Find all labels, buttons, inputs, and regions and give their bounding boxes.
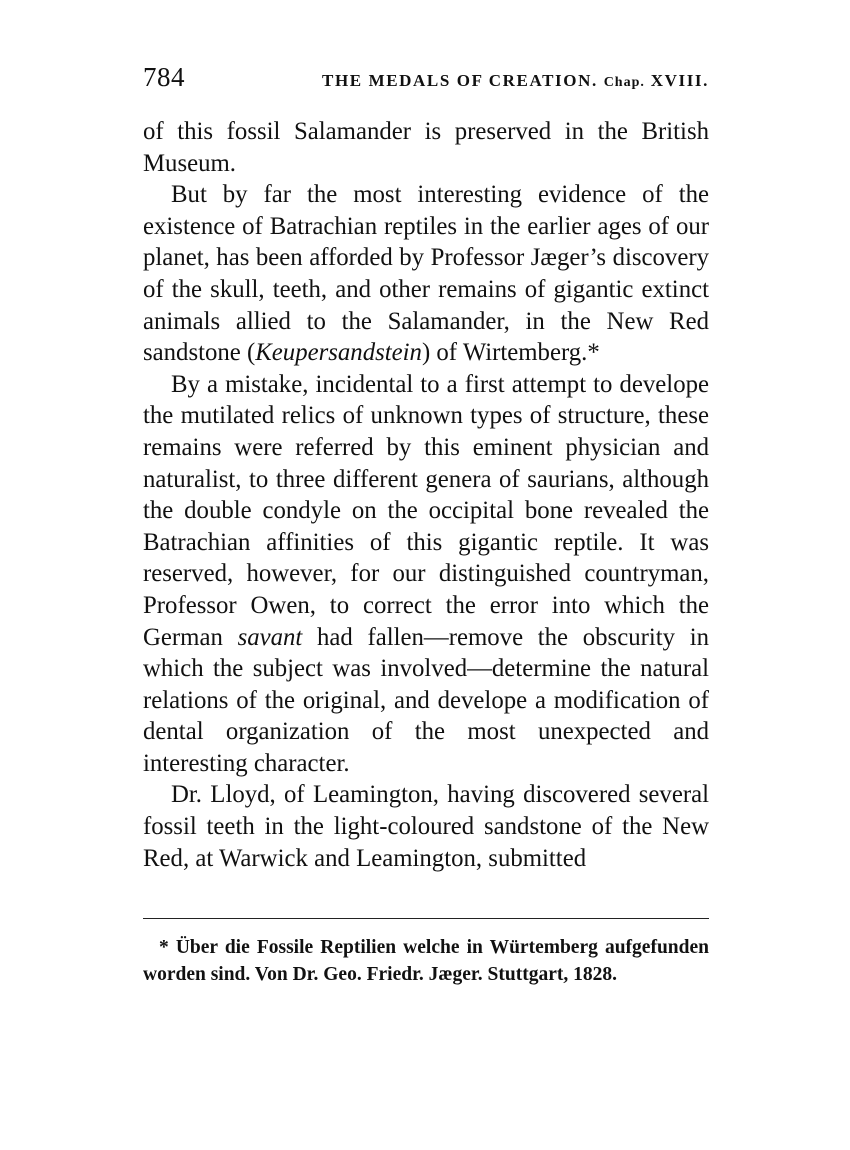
- italic-term-keupersandstein: Keupersandstein: [255, 339, 422, 367]
- paragraph-4: Dr. Lloyd, of Leamington, having discovered several fossil teeth in the light-coloured sandstone of the New Red, at Warwick and Leamington, submitted: [143, 781, 709, 872]
- chapter-label: Chap.: [603, 75, 645, 90]
- footnote-rule: [143, 918, 709, 919]
- body-text: [143, 116, 709, 874]
- chapter-number: XVIII.: [650, 71, 709, 90]
- paragraph-1: of this fossil Salamander is preserved in the British Museum.: [143, 118, 709, 177]
- paragraph-2: But by far the most interesting evidence of the existence of Batrachian reptiles in the earlier ages of our planet, has been afforded by Professor Jæger’s discovery of the skull, teeth, and other remains of gigantic extinct animals allied to the Salamander, in the New Red sandstone (Keupersandstein) of Wirtemberg.*: [143, 181, 709, 367]
- footnote: * Über die Fossile Reptilien welche in Würtemberg aufgefunden worden sind. Von Dr. Geo. Friedr. Jæger. Stuttgart, 1828.: [143, 937, 709, 985]
- running-head: [322, 71, 709, 91]
- page-number: 784: [143, 62, 185, 92]
- paragraph-3: By a mistake, incidental to a first attempt to develope the mutilated relics of unknown types of structure, these remains were referred by this eminent physician and naturalist, to three different genera of saurians, although the double condyle on the occipital bone revealed the Batrachian affinities of this gigantic reptile. It was reserved, however, for our distinguished countryman, Professor Owen, to correct the error into which the German savant had fallen—remove the obscurity in which the subject was involved—determine the natural relations of the original, and develope a modification of dental organization of the most unexpected and interesting character.: [143, 370, 709, 777]
- italic-term-savant: savant: [237, 623, 303, 651]
- page-header: [143, 62, 709, 102]
- running-title: THE MEDALS OF CREATION.: [322, 71, 598, 90]
- book-page: [143, 62, 709, 988]
